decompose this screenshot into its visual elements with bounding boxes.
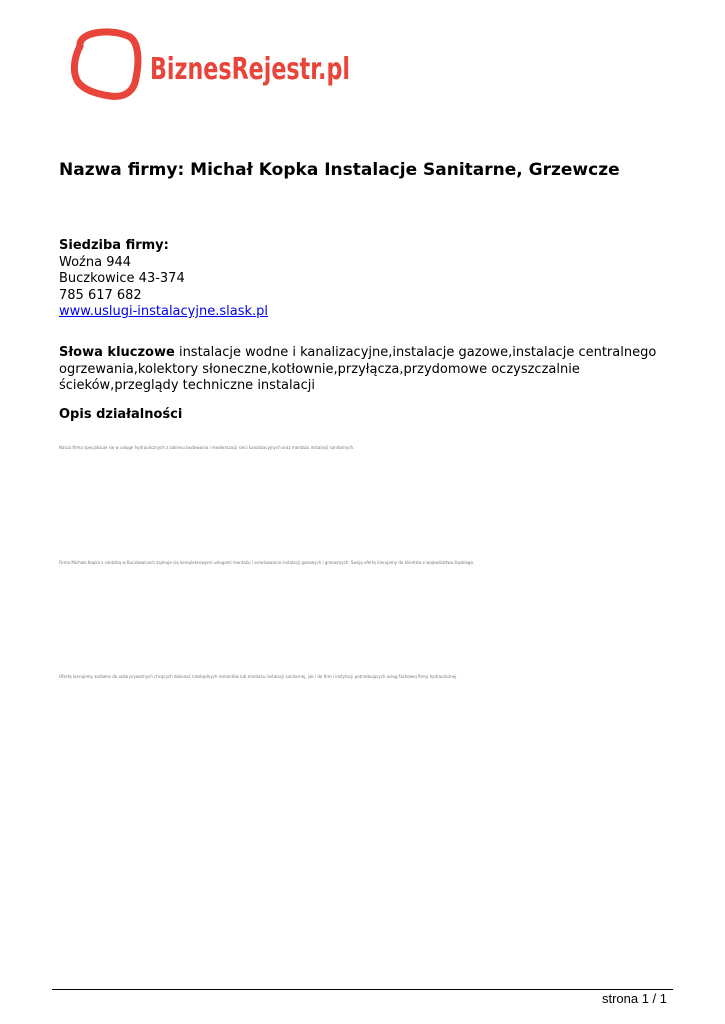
- keywords-label: Słowa kluczowe: [59, 345, 175, 360]
- headquarters-heading: Siedziba firmy:: [59, 238, 169, 253]
- activity-paragraph-3: Ofertę kierujemy zarówno do osób prywatnych chcących dokonać niezbędnych remontów lub montażu instalacji sanitarnej, jak i do firm i instytucji potrzebujących usług fachowej firmy hydraulicznej.: [59, 674, 458, 679]
- address-street: Woźna 944: [59, 254, 132, 270]
- headquarters-section: [59, 238, 268, 321]
- activity-paragraph-1: Nasza firma specjalizuje się w usługe hydraulicznych z zakresu budowania i modernizacji sieci kanalizacyjnych oraz montażu instalacji sanitarnych.: [59, 445, 355, 450]
- address-city: Buczkowice 43-374: [59, 271, 185, 286]
- phone-number: 785 617 682: [59, 287, 142, 303]
- biznesrejestr-logo: [70, 28, 360, 100]
- activity-heading: Opis działalności: [59, 407, 183, 422]
- activity-paragraph-2: Firma Michała Kopka z siedzibą w Buczkowicach zajmuje się kompleksowymi usługami montażu i serwisowania instalacji gazowych i grzewczych. Swoją ofertę kierujemy do klientów z województwa śląskiego.: [59, 560, 475, 565]
- page-number: strona 1 / 1: [601, 991, 667, 1006]
- website-link[interactable]: www.uslugi-instalacyjne.slask.pl: [59, 304, 268, 319]
- logo-text: BiznesRejestr.pl: [150, 52, 350, 87]
- company-title: Nazwa firmy: Michał Kopka Instalacje Sanitarne, Grzewcze: [59, 160, 620, 180]
- footer-divider: [52, 989, 673, 990]
- keywords-section: [59, 345, 671, 395]
- keywords-text: instalacje wodne i kanalizacyjne,instalacje gazowe,instalacje centralnego ogrzewania,kolektory słoneczne,kotłownie,przyłącza,przydomowe oczyszczalnie ścieków,przeglądy techniczne instalacji: [59, 345, 657, 393]
